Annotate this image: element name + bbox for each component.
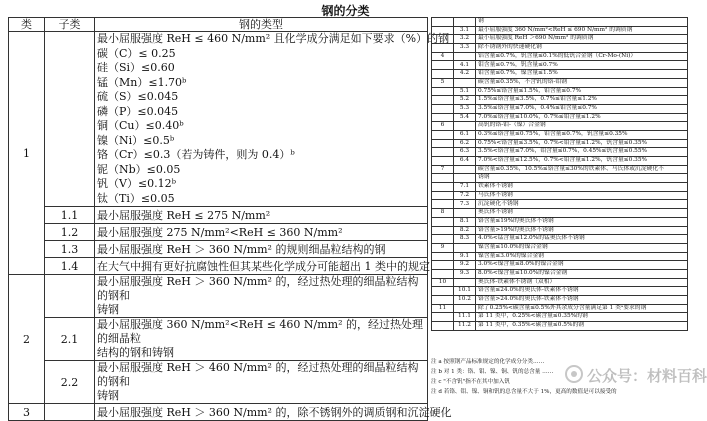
subclass-number: 11.1 xyxy=(454,313,476,322)
type-text: 7.0%<铬含量≤12.5%，0.7%<钼含量≤1.2%，钒含量≤0.35% xyxy=(476,157,688,166)
class-number xyxy=(432,44,454,53)
table-row xyxy=(432,322,688,331)
class-2-description xyxy=(95,275,428,318)
class-number xyxy=(432,252,454,261)
type-text: 8.0%<镍含量≤10.0%的镍合金钢 xyxy=(476,269,688,278)
steel-classification-table-right xyxy=(431,17,688,331)
table-row xyxy=(432,148,688,157)
class-number xyxy=(432,139,454,148)
table-row xyxy=(432,61,688,70)
class-number xyxy=(432,235,454,244)
footnote: 注 c "不含钒"指不在其中加入钒 xyxy=(431,379,510,385)
header-class: 类 xyxy=(9,18,45,32)
class-number xyxy=(432,18,454,27)
table-row xyxy=(432,78,688,87)
class-1-line: 铌（Nb）≤0.05 xyxy=(97,162,181,176)
class-1-number: 1 xyxy=(9,32,45,275)
class-number xyxy=(432,287,454,296)
subclass-number xyxy=(454,78,476,87)
table-row xyxy=(432,52,688,61)
table-row xyxy=(432,261,688,270)
type-text: 沉淀硬化不锈钢 xyxy=(476,200,688,209)
subclass-number xyxy=(454,304,476,313)
table-row xyxy=(432,44,688,53)
table-row xyxy=(432,217,688,226)
class-number xyxy=(432,191,454,200)
table-row xyxy=(432,18,688,27)
type-text: 奥氏体-铁素体不锈钢（双相） xyxy=(476,278,688,287)
type-text: 马氏体不锈钢 xyxy=(476,191,688,200)
table-row xyxy=(432,278,688,287)
subclass-number: 9.3 xyxy=(454,269,476,278)
subclass-number: 10.2 xyxy=(454,296,476,305)
table-header-row xyxy=(9,18,428,32)
class-1-description xyxy=(95,32,450,207)
type-text: 3.0%<镍含量≤8.0%的镍合金钢 xyxy=(476,261,688,270)
subclass-number: 6.3 xyxy=(454,148,476,157)
table-row xyxy=(9,318,428,361)
class-1-line: 钒（V）≤0.12ᵇ xyxy=(97,177,177,190)
table-row xyxy=(432,296,688,305)
table-row xyxy=(432,243,688,252)
type-text: 铬含量≤24.0%的奥氏体-铁素体不锈钢 xyxy=(476,287,688,296)
class-number xyxy=(432,113,454,122)
class-1-line: 铜（Cu）≤0.40ᵇ xyxy=(97,119,184,132)
subclass-number xyxy=(454,165,476,174)
subclass-number: 7.1 xyxy=(454,183,476,192)
subclass-text: 在大气中拥有更好抗腐蚀性但其某些化学成分可能超出 1 类中的规定 xyxy=(95,258,428,275)
class-number xyxy=(432,269,454,278)
class-number: 8 xyxy=(432,209,454,218)
class-number: 9 xyxy=(432,243,454,252)
table-row xyxy=(9,224,428,241)
class-1-line: 镍（Ni）≤0.5ᵇ xyxy=(97,133,175,147)
table-row xyxy=(432,313,688,322)
table-row xyxy=(9,258,428,275)
class-number xyxy=(432,87,454,96)
subclass-number: 2.1 xyxy=(45,318,95,361)
class-number xyxy=(432,26,454,35)
type-text: 1.5%≤铬含量≤3.5%，0.7%≤钼含量≤1.2% xyxy=(476,96,688,105)
subclass-number: 1.4 xyxy=(45,258,95,275)
class-number xyxy=(432,148,454,157)
text-line: 铸钢 xyxy=(97,389,119,402)
subclass-number xyxy=(454,243,476,252)
class-number: 7 xyxy=(432,165,454,174)
text-line: 最小屈服强度 ReH ＞ 360 N/mm² 的，经过热处理的细晶粒结构的钢和 xyxy=(97,275,419,302)
class-1-line: 锰（Mn）≤1.70ᵇ xyxy=(97,75,187,89)
subclass-number: 5.4 xyxy=(454,113,476,122)
table-row xyxy=(432,104,688,113)
table-row-class-1 xyxy=(9,32,428,207)
subclass-number: 1.1 xyxy=(45,207,95,224)
type-text: 0.75%<铬含量≤3.5%，0.7%<钼含量≤1.2%，钒含量≤0.35% xyxy=(476,139,688,148)
text-line: 最小屈服强度 360 N/mm²<ReH ≤ 460 N/mm² 的，经过热处理的细晶粒 xyxy=(97,318,423,345)
class-1-line: 硫（S）≤0.045 xyxy=(97,90,179,103)
header-subclass: 子类 xyxy=(45,18,95,32)
subclass-number xyxy=(454,174,476,183)
page-title: 钢的分类 xyxy=(321,4,370,18)
class-number xyxy=(432,70,454,79)
subclass-number: 8.2 xyxy=(454,226,476,235)
subclass-number: 5.1 xyxy=(454,87,476,96)
type-text: 奥氏体不锈钢 xyxy=(476,209,688,218)
type-text: 镍含量≤3.0%的镍合金钢 xyxy=(476,252,688,261)
class-number: 5 xyxy=(432,78,454,87)
subclass-number: 1.3 xyxy=(45,241,95,258)
table-row xyxy=(9,207,428,224)
type-text: 除不锈钢外的快速硬化钢 xyxy=(476,44,688,53)
class-1-line: 磷（P）≤0.045 xyxy=(97,104,179,118)
table-row xyxy=(432,191,688,200)
class-3-number: 3 xyxy=(9,404,45,421)
type-text: 铝含量≤0.7%，钒含量≤0.1%的低钒合金钢（Cr-Mo-(Ni)） xyxy=(476,52,688,61)
subclass-number: 2.2 xyxy=(45,361,95,404)
type-text: 碳含量≤0.35%，不含钒的铬-钼钢 xyxy=(476,78,688,87)
type-text: 0.75%≤铬含量≤1.5%，钼含量≤0.7% xyxy=(476,87,688,96)
table-row xyxy=(432,70,688,79)
type-text: 第 11 类中，0.25%<碳含量≤0.35%的钢 xyxy=(476,313,688,322)
table-row xyxy=(432,235,688,244)
subclass-number: 9.2 xyxy=(454,261,476,270)
table-row xyxy=(432,226,688,235)
class-1-line: 硅（Si）≤0.60 xyxy=(97,61,175,74)
table-row xyxy=(432,157,688,166)
table-row-class-2 xyxy=(9,275,428,318)
table-row xyxy=(432,130,688,139)
class-number xyxy=(432,226,454,235)
subclass-number xyxy=(454,209,476,218)
subclass-number: 5.3 xyxy=(454,104,476,113)
subclass-number: 11.2 xyxy=(454,322,476,331)
class-number xyxy=(432,96,454,105)
subclass-number: 4.2 xyxy=(454,70,476,79)
type-text: 除了0.25%<碳含量≤0.5%外其余成分含量满足第 1 类ᵃ要求的钢 xyxy=(476,304,688,313)
type-text: 钼含量≤0.7%，镍含量≤1.5% xyxy=(476,70,688,79)
table-row xyxy=(432,252,688,261)
type-text: 第 11 类中，0.35%<碳含量≤0.5%的钢 xyxy=(476,322,688,331)
subclass-text: 最小屈服强度 275 N/mm²<ReH ≤ 360 N/mm² xyxy=(95,224,428,241)
subclass-number: 6.4 xyxy=(454,157,476,166)
class-1-line: 最小屈服强度 ReH ≤ 460 N/mm² 且化学成分满足如下要求（%）的钢 xyxy=(97,32,450,45)
type-text: 高钒的铬-钼-（镍）合金钢 xyxy=(476,122,688,131)
type-text: 铬含量>24.0%的奥氏体-铁素体不锈钢 xyxy=(476,296,688,305)
class-number xyxy=(432,174,454,183)
subclass-number: 8.1 xyxy=(454,217,476,226)
subclass-number: 9.1 xyxy=(454,252,476,261)
subclass-text xyxy=(95,318,428,361)
watermark xyxy=(565,362,707,388)
type-text: 4.0%<锰含量≤12.0%的锰奥氏体不锈钢 xyxy=(476,235,688,244)
subclass-number: 7.3 xyxy=(454,200,476,209)
table-row xyxy=(432,122,688,131)
class-number: 11 xyxy=(432,304,454,313)
class-number xyxy=(432,217,454,226)
class-number xyxy=(432,104,454,113)
subclass-number: 6.2 xyxy=(454,139,476,148)
class-3-description: 最小屈服强度 ReH ＞ 360 N/mm² 的，除不锈钢外的调质钢和沉淀硬化 xyxy=(95,404,428,421)
subclass-number xyxy=(454,52,476,61)
class-1-line: 碳（C）≤ 0.25 xyxy=(97,46,176,60)
footnote: 注 b 对 1 类：铬、钼、镍、铜、钒的总含量 …… xyxy=(431,369,554,375)
table-row xyxy=(432,200,688,209)
class-number xyxy=(432,200,454,209)
type-text: 镍含量≤10.0%的镍合金钢 xyxy=(476,243,688,252)
class-number xyxy=(432,261,454,270)
class-number xyxy=(432,157,454,166)
table-row xyxy=(432,139,688,148)
type-text: 碳含量≤0.35%，10.5%≤铬含量≤30%的铁素体、马氏体或沉淀硬化不 xyxy=(476,165,688,174)
class-number: 4 xyxy=(432,52,454,61)
subclass-text: 最小屈服强度 ReH ≤ 275 N/mm² xyxy=(95,207,428,224)
table-row xyxy=(432,87,688,96)
text-line: 最小屈服强度 ReH ＞ 460 N/mm² 的，经过热处理的细晶粒结构的钢和 xyxy=(97,361,419,388)
type-text: 0.3%≤铬含量≤0.75%，钼含量≤0.7%，钒含量≤0.35% xyxy=(476,130,688,139)
class-2-number: 2 xyxy=(9,275,45,404)
class-number xyxy=(432,322,454,331)
watermark-text: 公众号：材料百科 xyxy=(587,367,707,385)
table-row xyxy=(432,269,688,278)
type-text: 3.5%<铬含量≤7.0%，钼含量≤0.7%，0.45%≤钒含量≤0.55% xyxy=(476,148,688,157)
footnote: 注 d 若铬、钼、镍、铜和钒的总含量不大于 1%，更高的数值是可以接受的 xyxy=(431,389,617,395)
class-1-line: 铬（Cr）≤0.3（若为铸件，则为 0.4）ᵇ xyxy=(97,148,295,161)
class-number xyxy=(432,313,454,322)
type-text: 钢 xyxy=(476,18,688,27)
class-number xyxy=(432,35,454,44)
table-row xyxy=(432,304,688,313)
subclass-number xyxy=(454,122,476,131)
type-text: 最小屈服强度 ReH ＞690 N/mm² 的调质钢 xyxy=(476,35,688,44)
subclass-number: 3.3 xyxy=(454,44,476,53)
subclass-number: 7.2 xyxy=(454,191,476,200)
class-number: 10 xyxy=(432,278,454,287)
type-text: 铬含量≤19%的奥氏体不锈钢 xyxy=(476,217,688,226)
footnote: 注 a 按照钢产品标准规定的化学成分分类…… xyxy=(431,359,545,365)
table-row xyxy=(432,165,688,174)
class-number xyxy=(432,183,454,192)
subclass-number: 8.3 xyxy=(454,235,476,244)
subclass-text: 最小屈服强度 ReH ＞ 360 N/mm² 的规则细晶粒结构的钢 xyxy=(95,241,428,258)
table-row xyxy=(432,26,688,35)
table-row xyxy=(9,361,428,404)
text-line: 铸钢 xyxy=(97,303,119,316)
subclass-number: 4.1 xyxy=(454,61,476,70)
class-number xyxy=(432,296,454,305)
type-text: 3.5%≤铬含量≤7.0%，0.4%≤钼含量≤0.7% xyxy=(476,104,688,113)
subclass-number xyxy=(454,278,476,287)
subclass-number: 5.2 xyxy=(454,96,476,105)
class-1-line: 钛（Ti）≤0.05 xyxy=(97,191,175,205)
header-type: 钢的类型 xyxy=(95,18,428,32)
table-row xyxy=(9,241,428,258)
table-row xyxy=(432,96,688,105)
table-row xyxy=(432,287,688,296)
type-text: 7.0%≤铬含量≤10.0%，0.7%≤钼含量≤1.2% xyxy=(476,113,688,122)
subclass-number: 3.2 xyxy=(454,35,476,44)
table-row xyxy=(432,209,688,218)
type-text: 铬含量>19%的奥氏体不锈钢 xyxy=(476,226,688,235)
table-row xyxy=(432,35,688,44)
table-row xyxy=(432,174,688,183)
table-row-class-3 xyxy=(9,404,428,421)
type-text: 钼含量≤0.7%，钒含量≤0.7% xyxy=(476,61,688,70)
wechat-icon xyxy=(565,365,583,383)
subclass-number: 10.1 xyxy=(454,287,476,296)
class-number xyxy=(432,61,454,70)
subclass-text xyxy=(95,361,428,404)
class-number: 6 xyxy=(432,122,454,131)
subclass-number: 1.2 xyxy=(45,224,95,241)
type-text: 最小屈服强度 360 N/mm²<ReH ≤ 690 N/mm² 的调质钢 xyxy=(476,26,688,35)
type-text: 锈钢 xyxy=(476,174,688,183)
text-line: 结构的钢和铸钢 xyxy=(97,346,174,359)
class-number xyxy=(432,130,454,139)
table-row xyxy=(432,183,688,192)
subclass-number: 3.1 xyxy=(454,26,476,35)
type-text: 铁素体不锈钢 xyxy=(476,183,688,192)
subclass-number xyxy=(454,18,476,27)
table-row xyxy=(432,113,688,122)
subclass-number: 6.1 xyxy=(454,130,476,139)
